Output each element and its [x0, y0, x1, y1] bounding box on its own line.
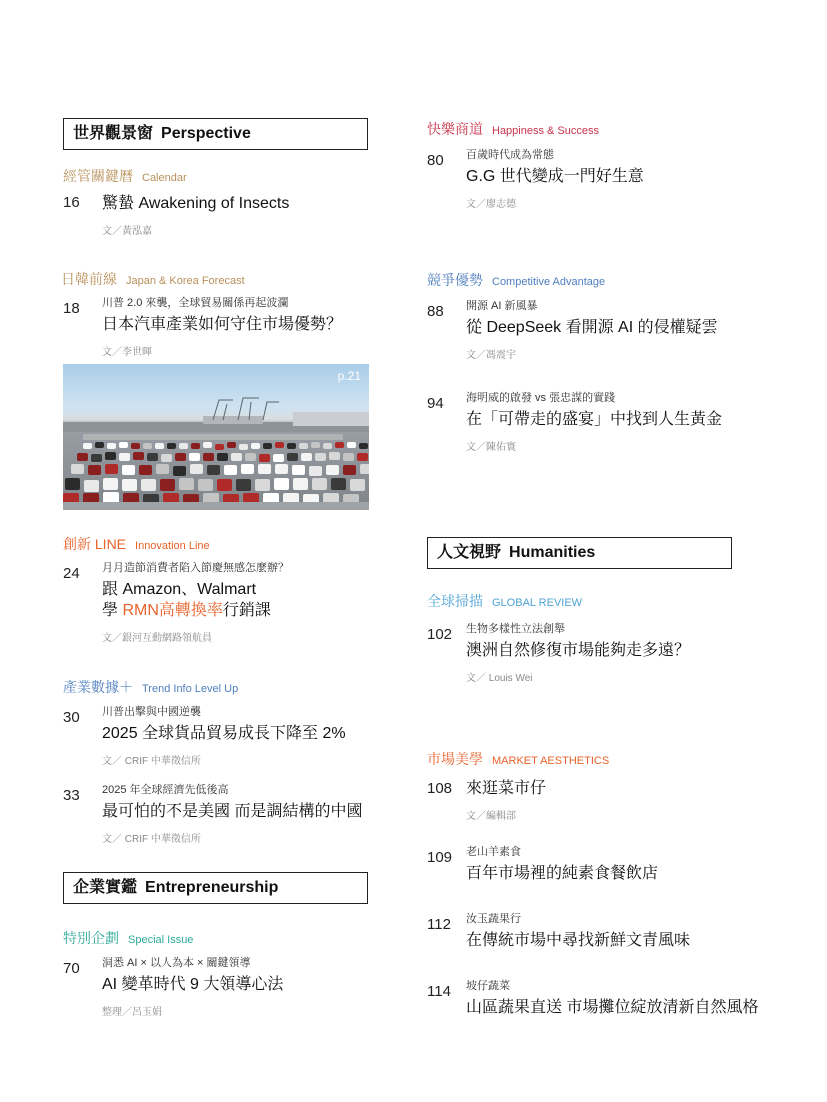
category-global-review	[427, 591, 582, 611]
entry-title: 從 DeepSeek 看開源 AI 的侵權疑雲	[466, 319, 718, 336]
car-shape	[105, 464, 118, 474]
entry-title-line1: 跟 Amazon、Walmart	[102, 581, 257, 598]
entry-subtitle: 老山羊素食	[466, 846, 521, 858]
entry-title-line2	[102, 600, 289, 621]
category-zh: 日韓前線	[61, 271, 117, 287]
entry-author: 文／陳佑寰	[466, 442, 516, 453]
car-shape	[309, 466, 322, 476]
car-shape	[315, 453, 326, 461]
category-market-aesthetics	[427, 749, 609, 769]
car-shape	[179, 478, 194, 490]
car-shape	[326, 465, 339, 475]
title-part: 行銷課	[222, 602, 271, 619]
page-number: 80	[427, 152, 444, 169]
entry-author: 文／ CRIF 中華徵信所	[102, 756, 201, 767]
car-shape	[311, 442, 320, 448]
car-shape	[155, 443, 164, 449]
title-part: 學	[102, 602, 123, 619]
category-zh: 特別企劃	[63, 930, 119, 946]
page-number: 18	[63, 300, 80, 317]
car-shape	[245, 453, 256, 461]
car-shape	[189, 453, 200, 461]
section-header-perspective	[63, 118, 368, 150]
car-shape	[84, 480, 99, 492]
car-shape	[107, 443, 116, 449]
car-shape	[77, 453, 88, 461]
car-shape	[259, 454, 270, 462]
car-shape	[88, 465, 101, 475]
car-shape	[198, 479, 213, 491]
entry-title: 在「可帶走的盛宴」中找到人生黃金	[466, 411, 723, 428]
entry-title: 百年市場裡的純素食餐飲店	[466, 865, 659, 882]
category-en: Happiness & Success	[492, 125, 599, 137]
car-shape	[239, 444, 248, 450]
car-shape	[241, 464, 254, 474]
category-zh: 快樂商道	[427, 121, 483, 137]
car-shape	[273, 454, 284, 462]
car-shape	[217, 479, 232, 491]
category-en: Japan & Korea Forecast	[126, 275, 245, 287]
car-shape	[131, 443, 140, 449]
car-shape	[335, 442, 344, 448]
car-shape	[331, 478, 346, 490]
car-shape	[119, 453, 130, 461]
entry-subtitle: 生物多樣性立法創舉	[466, 623, 565, 635]
car-shape	[175, 453, 186, 461]
entry-title: 最可怕的不是美國 而是調結構的中國	[102, 803, 363, 820]
category-japan-korea	[61, 269, 245, 289]
category-zh: 競爭優勢	[427, 272, 483, 288]
page-number: 108	[427, 780, 453, 797]
category-en: Competitive Advantage	[492, 276, 606, 288]
category-zh: 經管關鍵曆	[63, 168, 133, 184]
section-zh: 世界觀景窗	[73, 125, 154, 142]
car-shape	[292, 465, 305, 475]
car-shape	[293, 478, 308, 490]
car-shape	[141, 479, 156, 491]
entry-title: 2025 全球貨品貿易成長下降至 2%	[102, 725, 346, 742]
car-shape	[203, 453, 214, 461]
title-highlight: RMN高轉換率	[122, 602, 223, 619]
section-en: Humanities	[509, 544, 596, 561]
category-trend-info	[63, 677, 238, 697]
car-shape	[119, 442, 128, 448]
category-en: MARKET AESTHETICS	[492, 755, 610, 767]
car-shape	[103, 478, 118, 490]
car-shape	[275, 442, 284, 448]
car-shape	[71, 464, 84, 474]
car-shape	[343, 453, 354, 461]
car-shape	[224, 465, 237, 475]
car-shape	[357, 453, 368, 461]
car-shape	[133, 452, 144, 460]
entry-title: G.G 世代變成一門好生意	[466, 168, 644, 185]
car-shape	[203, 442, 212, 448]
car-shape	[323, 443, 332, 449]
entry-title: 山區蔬果直送 市場攤位綻放清新自然風格	[466, 999, 759, 1016]
car-shape	[161, 454, 172, 462]
car-shape	[312, 478, 327, 490]
car-shape	[105, 452, 116, 460]
car-shape	[156, 464, 169, 474]
car-port-photo	[63, 364, 369, 510]
page-number: 109	[427, 849, 453, 866]
car-shape	[299, 443, 308, 449]
car-shape	[359, 443, 368, 449]
entry-title: 日本汽車產業如何守住市場優勢？	[102, 316, 343, 333]
category-zh: 全球掃描	[427, 593, 483, 609]
category-calendar	[63, 166, 187, 186]
entry-subtitle: 汝玉蔬果行	[466, 913, 521, 925]
page-number: 102	[427, 626, 453, 643]
car-shape	[143, 443, 152, 449]
section-zh: 人文視野	[437, 544, 502, 561]
category-zh: 市場美學	[427, 751, 483, 767]
entry-author: 整理／呂玉娟	[102, 1007, 162, 1018]
car-shape	[215, 444, 224, 450]
car-shape	[263, 443, 272, 449]
category-innovation-line	[63, 534, 210, 554]
car-shape	[227, 442, 236, 448]
category-en: GLOBAL REVIEW	[492, 597, 583, 609]
car-shape	[160, 479, 175, 491]
entry-title: 在傳統市場中尋找新鮮文青風味	[466, 932, 691, 949]
page-number: 30	[63, 709, 80, 726]
car-shape	[173, 466, 186, 476]
entry-title: 驚蟄 Awakening of Insects	[102, 195, 290, 212]
entry-author: 文／黃泓嘉	[102, 226, 152, 237]
category-en: Special Issue	[128, 934, 194, 946]
car-shape	[167, 443, 176, 449]
car-shape	[122, 479, 137, 491]
category-zh: 產業數據＋	[63, 679, 133, 695]
category-competitive	[427, 270, 605, 290]
category-en: Calendar	[142, 172, 187, 184]
section-zh: 企業實鑑	[73, 879, 138, 896]
car-shape	[91, 454, 102, 462]
page-number: 70	[63, 960, 80, 977]
car-shape	[179, 443, 188, 449]
category-en: Trend Info Level Up	[142, 683, 239, 695]
section-header-entrepreneurship	[63, 872, 368, 904]
entry-title: 來逛菜市仔	[466, 780, 547, 797]
entry-subtitle: 開源 AI 新風暴	[466, 300, 538, 312]
category-en: Innovation Line	[135, 540, 210, 552]
page-number: 94	[427, 395, 444, 412]
entry-subtitle: 月月造節消費者陷入節慶無感怎麼辦？	[102, 562, 289, 574]
category-zh: 創新 LINE	[63, 536, 127, 552]
car-shape	[207, 465, 220, 475]
entry-author: 文／銀河互動網路領航員	[102, 633, 212, 644]
car-shape	[147, 453, 158, 461]
car-shape	[83, 443, 92, 449]
section-header-humanities	[427, 537, 732, 569]
page-number: 16	[63, 194, 80, 211]
entry-subtitle: 坡仔蔬菜	[466, 980, 510, 992]
car-shape	[217, 453, 228, 461]
car-shape	[236, 479, 251, 491]
entry-title: AI 變革時代 9 大領導心法	[102, 976, 284, 993]
entry-author: 文／編輯部	[466, 811, 516, 822]
car-shape	[350, 479, 365, 491]
parking-lot-illustration	[63, 364, 369, 510]
car-shape	[65, 478, 80, 490]
entry-subtitle: 洞悉 AI × 以人為本 × 關鍵領導	[102, 957, 251, 969]
category-special-issue	[63, 928, 193, 948]
category-happiness	[427, 119, 599, 139]
car-shape	[287, 453, 298, 461]
page-number: 88	[427, 303, 444, 320]
car-shape	[301, 453, 312, 461]
entry-subtitle: 海明威的啟發 vs 張忠謀的實踐	[466, 392, 616, 404]
car-shape	[95, 442, 104, 448]
car-shape	[258, 464, 271, 474]
car-shape	[139, 465, 152, 475]
car-shape	[255, 479, 270, 491]
entry-author: 文／李世暉	[102, 347, 152, 358]
entry-subtitle: 百歲時代成為常態	[466, 149, 554, 161]
car-shape	[122, 465, 135, 475]
photo-page-ref: p.21	[337, 369, 361, 383]
entry-author: 文／廖志德	[466, 199, 516, 210]
section-en: Entrepreneurship	[145, 879, 279, 896]
car-shape	[275, 464, 288, 474]
entry-title: 澳洲自然修復市場能夠走多遠？	[466, 642, 691, 659]
car-shape	[329, 452, 340, 460]
entry-author: 文／ CRIF 中華徵信所	[102, 834, 201, 845]
car-shape	[347, 442, 356, 448]
car-shape	[274, 478, 289, 490]
car-shape	[360, 464, 369, 474]
car-shape	[287, 443, 296, 449]
car-shape	[343, 465, 356, 475]
page-number: 24	[63, 565, 80, 582]
entry-subtitle: 川普 2.0 來襲，全球貿易關係再起波瀾	[102, 297, 289, 309]
car-shape	[251, 443, 260, 449]
car-shape	[190, 464, 203, 474]
page-number: 114	[427, 983, 451, 1000]
page-number: 112	[427, 916, 451, 933]
section-en: Perspective	[161, 125, 251, 142]
page-number: 33	[63, 787, 80, 804]
entry-subtitle: 2025 年全球經濟先低後高	[102, 784, 229, 796]
car-shape	[191, 443, 200, 449]
entry-subtitle: 川普出擊與中國逆襲	[102, 706, 201, 718]
entry-author: 文／ Louis Wei	[466, 673, 533, 684]
car-shape	[231, 453, 242, 461]
entry-author: 文／馮震宇	[466, 350, 516, 361]
